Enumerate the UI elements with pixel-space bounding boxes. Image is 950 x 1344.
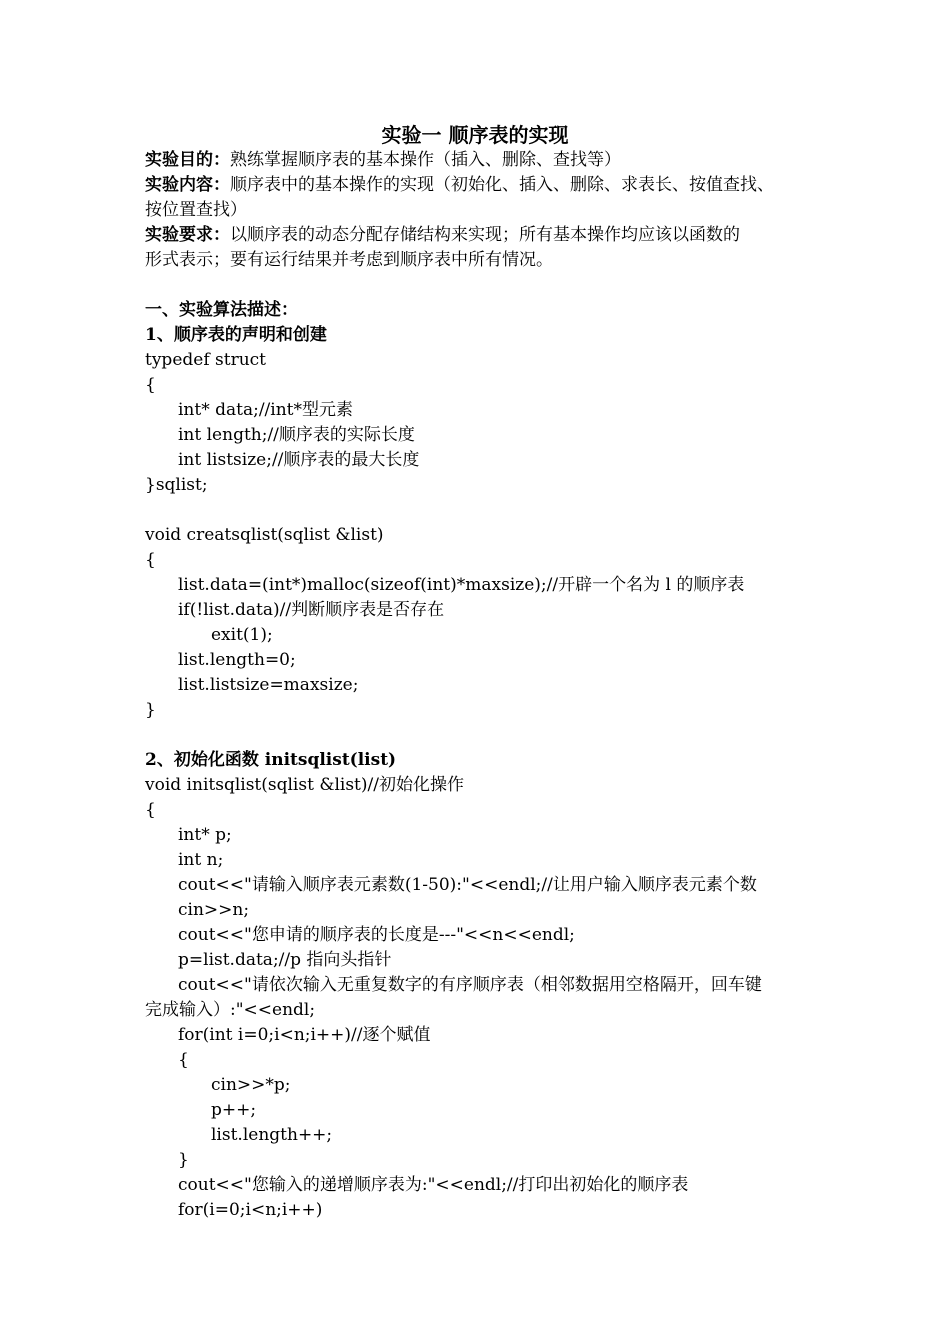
code-line: { — [145, 800, 156, 820]
content-text-2: 按位置查找） — [145, 200, 247, 220]
purpose-label: 实验目的： — [145, 150, 230, 170]
code-line: if(!list.data)//判断顺序表是否存在 — [178, 600, 445, 620]
code-line: list.length=0; — [178, 650, 296, 670]
document-body — [145, 148, 810, 1223]
requirement-text-2: 形式表示；要有运行结果并考虑到顺序表中所有情况。 — [145, 250, 553, 270]
subsection-heading-2: 2、初始化函数 initsqlist(list) — [145, 750, 397, 770]
code-line: 完成输入）:"<<endl; — [145, 1000, 316, 1020]
code-line: void creatsqlist(sqlist &list) — [145, 525, 384, 545]
code-line: cout<<"请输入顺序表元素数(1-50):"<<endl;//让用户输入顺序表元素个数 — [178, 875, 757, 895]
code-line: for(i=0;i<n;i++) — [178, 1200, 323, 1220]
code-line: int* data;//int*型元素 — [178, 400, 354, 420]
code-line: list.length++; — [211, 1125, 333, 1145]
code-line: list.listsize=maxsize; — [178, 675, 359, 695]
code-line: { — [145, 375, 156, 395]
purpose-paragraph — [145, 148, 810, 173]
code-line: int length;//顺序表的实际长度 — [178, 425, 415, 445]
code-line: cout<<"您输入的递增顺序表为:"<<endl;//打印出初始化的顺序表 — [178, 1175, 689, 1195]
code-line: cout<<"请依次输入无重复数字的有序顺序表（相邻数据用空格隔开，回车键 — [178, 975, 762, 995]
code-line: exit(1); — [211, 625, 273, 645]
code-line: for(int i=0;i<n;i++)//逐个赋值 — [178, 1025, 431, 1045]
spacer — [145, 723, 810, 748]
spacer — [145, 498, 810, 523]
subsection-heading-1: 1、顺序表的声明和创建 — [145, 325, 327, 345]
code-line: int* p; — [178, 825, 232, 845]
content-text-1: 顺序表中的基本操作的实现（初始化、插入、删除、求表长、按值查找、 — [230, 175, 774, 195]
section-heading: 一、实验算法描述： — [145, 300, 298, 320]
code-line: } — [145, 700, 156, 720]
content-label: 实验内容： — [145, 175, 230, 195]
requirement-text-1: 以顺序表的动态分配存储结构来实现；所有基本操作均应该以函数的 — [230, 225, 740, 245]
code-line: list.data=(int*)malloc(sizeof(int)*maxsize);//开辟一个名为 l 的顺序表 — [178, 575, 745, 595]
code-line: }sqlist; — [145, 475, 208, 495]
code-line: } — [178, 1150, 189, 1170]
code-line: cin>>n; — [178, 900, 250, 920]
code-line: int listsize;//顺序表的最大长度 — [178, 450, 420, 470]
requirement-label: 实验要求： — [145, 225, 230, 245]
code-line: void initsqlist(sqlist &list)//初始化操作 — [145, 775, 464, 795]
purpose-text: 熟练掌握顺序表的基本操作（插入、删除、查找等） — [230, 150, 621, 170]
code-line: typedef struct — [145, 350, 267, 370]
code-line: cout<<"您申请的顺序表的长度是---"<<n<<endl; — [178, 925, 575, 945]
content-paragraph — [145, 173, 810, 198]
requirement-paragraph — [145, 223, 810, 248]
code-line: int n; — [178, 850, 224, 870]
code-line: p=list.data;//p 指向头指针 — [178, 950, 392, 970]
code-line: p++; — [211, 1100, 257, 1120]
code-line: { — [178, 1050, 189, 1070]
code-line: cin>>*p; — [211, 1075, 291, 1095]
code-line: { — [145, 550, 156, 570]
document-title: 实验一 顺序表的实现 — [381, 123, 569, 147]
spacer — [145, 273, 810, 298]
